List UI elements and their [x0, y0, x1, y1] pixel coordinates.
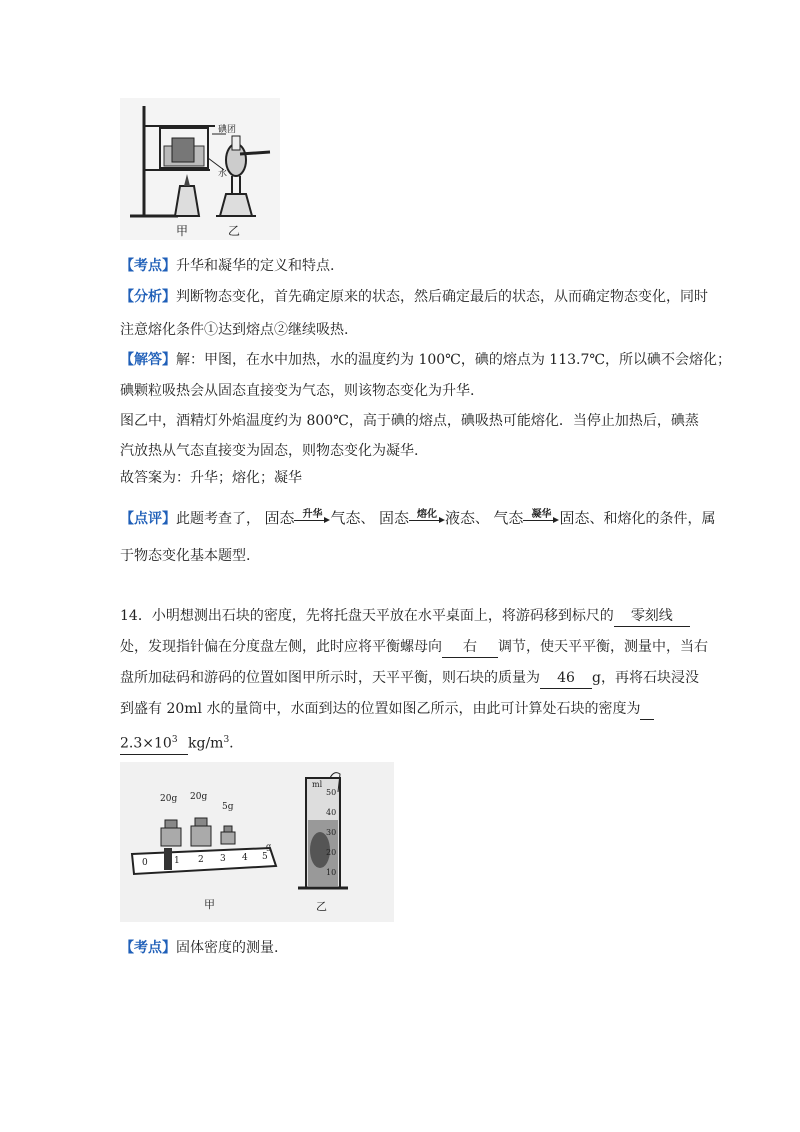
- jieda-text-1: 解：甲图，在水中加热，水的温度约为 100℃，碘的熔点为 113.7℃，所以碘不会熔化；: [176, 352, 732, 368]
- figure-label-jia: 甲: [204, 898, 215, 911]
- answer-blank-3: 46: [540, 668, 592, 689]
- kaodian-tag: 【考点】: [120, 258, 176, 274]
- q14-line-4: [120, 699, 654, 720]
- callout-iodine: 碘团: [218, 125, 237, 135]
- unit-base: kg/m: [188, 735, 224, 752]
- fenxi-line-2: 注意熔化条件①达到熔点②继续吸热.: [120, 322, 349, 338]
- arrow-label: 凝华: [531, 508, 552, 520]
- separator: 、: [474, 511, 489, 527]
- scale-tick-5: 5: [262, 852, 268, 862]
- formula-from: 固态: [378, 509, 409, 527]
- q14-text-2a: 处，发现指针偏在分度盘左侧，此时应将平衡螺母向: [120, 639, 442, 655]
- arrow-label: 熔化: [416, 508, 437, 520]
- scale-tick-4: 4: [242, 853, 248, 863]
- cylinder-unit: ml: [312, 780, 323, 789]
- arrow-icon: [294, 509, 330, 529]
- kaodian-tag: 【考点】: [120, 940, 176, 956]
- apparatus-drawing: [120, 98, 280, 240]
- kaodian-text: 升华和凝华的定义和特点.: [176, 258, 335, 274]
- answer-density-exp: 3: [171, 735, 178, 745]
- callout-water: 水: [218, 169, 228, 179]
- q14-text-1: 14．小明想测出石块的密度，先将托盘天平放在水平桌面上，将游码移到标尺的: [120, 608, 614, 624]
- separator: 、: [360, 511, 375, 527]
- cylinder-tick-20: 20: [326, 848, 337, 857]
- formula-to: 液态: [444, 509, 475, 527]
- scale-tick-1: 1: [174, 856, 180, 866]
- jieda-line-5: 故答案为：升华；熔化；凝华: [120, 470, 302, 486]
- weight-label-1: 20g: [160, 794, 178, 804]
- apparatus-figure: [120, 98, 280, 240]
- dianping-tag: 【点评】: [120, 511, 176, 527]
- answer-blank-4-start: [640, 699, 654, 720]
- figure-label-left: 甲: [176, 224, 189, 238]
- fenxi-line-1: [120, 287, 708, 307]
- weights-drawing: [120, 762, 394, 922]
- q14-text-4: 到盛有 20ml 水的量筒中，水面到达的位置如图乙所示，由此可计算处石块的密度为: [120, 701, 641, 717]
- q14-text-2b: 调节，使天平平衡，测量中，当右: [498, 639, 708, 655]
- answer-blank-4-end: [178, 734, 188, 755]
- answer-blank-2: 右: [442, 637, 498, 658]
- formula-to: 固态: [559, 509, 590, 527]
- unit-exp: 3: [223, 735, 230, 745]
- weight-label-3: 5g: [222, 802, 234, 812]
- cylinder-tick-10: 10: [326, 868, 337, 877]
- formula-from: 气态: [493, 509, 524, 527]
- figure-label-right: 乙: [228, 224, 241, 238]
- arrow-label: 升华: [302, 508, 323, 520]
- dianping-suffix: 、和熔化的条件，属: [589, 511, 716, 527]
- cylinder-tick-50: 50: [326, 788, 337, 797]
- cylinder-tick-40: 40: [326, 808, 337, 817]
- kaodian-1: [120, 256, 334, 276]
- formula-to: 气态: [330, 509, 361, 527]
- q14-text-3a: 盘所加砝码和游码的位置如图甲所示时，天平平衡，则石块的质量为: [120, 670, 540, 686]
- answer-blank-4: [120, 730, 178, 755]
- dianping-line-1: [120, 506, 715, 531]
- balance-cylinder-figure: [120, 762, 394, 922]
- scale-tick-2: 2: [198, 855, 204, 865]
- formula-desublimation: [493, 509, 589, 527]
- formula-melting: [379, 509, 475, 527]
- scale-tick-0: 0: [142, 858, 148, 868]
- kaodian-text: 固体密度的测量.: [176, 940, 279, 956]
- weight-label-2: 20g: [190, 792, 208, 802]
- formula-from: 固态: [264, 509, 295, 527]
- q14-line-1: [120, 606, 690, 627]
- jieda-line-1: [120, 350, 731, 370]
- arrow-icon: [523, 509, 559, 529]
- scale-tick-3: 3: [220, 854, 226, 864]
- dianping-prefix: 此题考查了，: [176, 511, 260, 527]
- kaodian-2: [120, 938, 278, 958]
- dianping-line-2: 于物态变化基本题型.: [120, 548, 251, 564]
- q14-line-3: [120, 668, 699, 689]
- figure-label-yi: 乙: [316, 900, 327, 913]
- answer-blank-1: 零刻线: [614, 606, 690, 627]
- arrow-icon: [409, 509, 445, 529]
- jieda-line-4: 汽放热从气态直接变为固态，则物态变化为凝华.: [120, 443, 419, 459]
- q14-line-5: [120, 730, 234, 755]
- jieda-tag: 【解答】: [120, 352, 176, 368]
- fenxi-text-1: 判断物态变化，首先确定原来的状态，然后确定最后的状态，从而确定物态变化，同时: [176, 289, 708, 305]
- period: .: [229, 735, 234, 752]
- cylinder-tick-30: 30: [326, 828, 337, 837]
- q14-text-3b: g，再将石块浸没: [592, 670, 699, 686]
- q14-line-2: [120, 637, 708, 658]
- jieda-line-2: 碘颗粒吸热会从固态直接变为气态，则该物态变化为升华.: [120, 383, 475, 399]
- formula-sublimation: [264, 509, 360, 527]
- scale-unit: g: [266, 842, 272, 851]
- fenxi-tag: 【分析】: [120, 289, 176, 305]
- jieda-line-3: 图乙中，酒精灯外焰温度约为 800℃，高于碘的熔点，碘吸热可能熔化．当停止加热后，碘蒸: [120, 413, 699, 429]
- answer-density-base: 2.3×10: [120, 735, 172, 752]
